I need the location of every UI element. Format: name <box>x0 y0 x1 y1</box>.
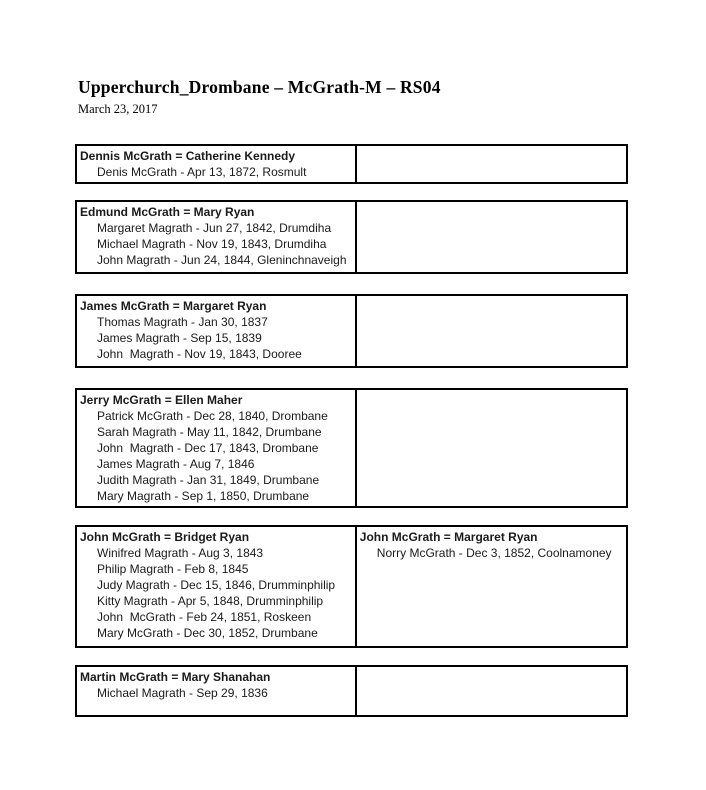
child-record: James Magrath - Aug 7, 1846 <box>97 457 255 471</box>
family-header: Edmund McGrath = Mary Ryan <box>80 205 255 219</box>
child-record: Denis McGrath - Apr 13, 1872, Rosmult <box>97 165 307 179</box>
child-record: Judy Magrath - Dec 15, 1846, Drumminphilip <box>97 578 336 592</box>
child-record: Kitty Magrath - Apr 5, 1848, Drumminphilip <box>97 594 324 608</box>
child-record: James Magrath - Sep 15, 1839 <box>97 331 262 345</box>
child-record: Margaret Magrath - Jun 27, 1842, Drumdiha <box>97 221 332 235</box>
family-table <box>75 294 628 368</box>
family-table <box>75 665 628 717</box>
child-record: Winifred Magrath - Aug 3, 1843 <box>97 546 264 560</box>
family-header: Jerry McGrath = Ellen Maher <box>80 393 243 407</box>
family-header: James McGrath = Margaret Ryan <box>80 299 267 313</box>
child-record: Michael Magrath - Nov 19, 1843, Drumdiha <box>97 237 327 251</box>
document-date: March 23, 2017 <box>78 102 158 116</box>
child-record: Mary Magrath - Sep 1, 1850, Drumbane <box>97 489 310 503</box>
child-record: Mary McGrath - Dec 30, 1852, Drumbane <box>97 626 318 640</box>
family-header: Dennis McGrath = Catherine Kennedy <box>80 149 296 163</box>
family-cell-left <box>77 667 355 715</box>
family-table <box>75 144 628 184</box>
page-title: Upperchurch_Drombane – McGrath-M – RS04 <box>78 77 441 97</box>
family-table <box>75 525 628 648</box>
family-cell-right <box>355 296 626 366</box>
child-record: Patrick McGrath - Dec 28, 1840, Drombane <box>97 409 328 423</box>
child-record: John Magrath - Jun 24, 1844, Gleninchnaveigh <box>97 253 347 267</box>
family-cell-left <box>77 146 355 182</box>
child-record: Philip Magrath - Feb 8, 1845 <box>97 562 249 576</box>
child-record: Michael Magrath - Sep 29, 1836 <box>97 686 268 700</box>
family-cell-right <box>355 390 626 506</box>
family-table <box>75 388 628 508</box>
child-record: John Magrath - Nov 19, 1843, Dooree <box>97 347 302 361</box>
family-cell-right <box>355 202 626 272</box>
family-cell-left <box>77 296 355 366</box>
family-header: John McGrath = Margaret Ryan <box>359 530 538 544</box>
family-cell-left <box>77 390 355 506</box>
family-cell-right <box>355 146 626 182</box>
child-record: Judith Magrath - Jan 31, 1849, Drumbane <box>97 473 320 487</box>
child-record: Norry McGrath - Dec 3, 1852, Coolnamoney <box>376 546 612 560</box>
family-cell-left <box>77 202 355 272</box>
family-table <box>75 200 628 274</box>
child-record: John McGrath - Feb 24, 1851, Roskeen <box>97 610 312 624</box>
family-cell-left <box>77 527 355 646</box>
family-cell-right <box>355 667 626 715</box>
child-record: John Magrath - Dec 17, 1843, Drombane <box>97 441 319 455</box>
child-record: Sarah Magrath - May 11, 1842, Drumbane <box>97 425 322 439</box>
child-record: Thomas Magrath - Jan 30, 1837 <box>97 315 268 329</box>
family-cell-right <box>355 527 626 646</box>
family-header: Martin McGrath = Mary Shanahan <box>80 670 271 684</box>
family-header: John McGrath = Bridget Ryan <box>80 530 250 544</box>
